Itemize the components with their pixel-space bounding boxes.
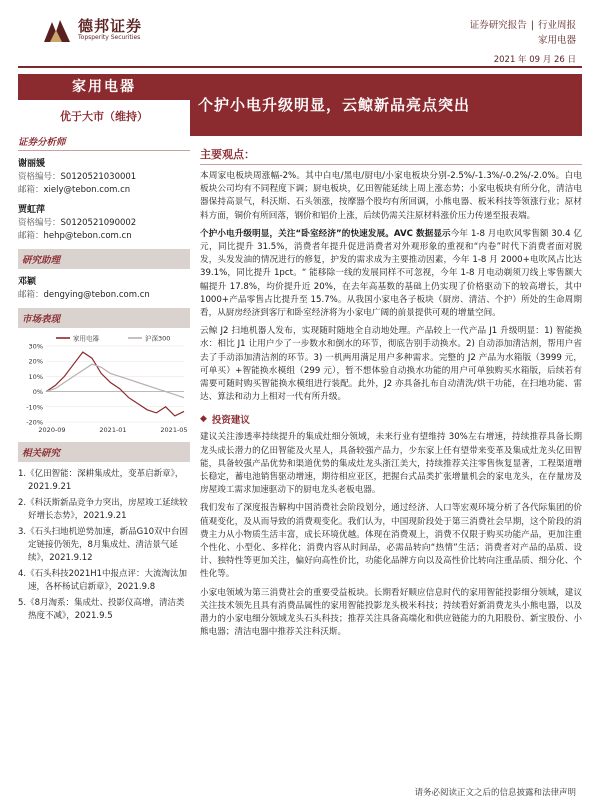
assistant-title: 研究助理 (18, 249, 190, 269)
report-title: 个护小电升级明显，云鲸新品亮点突出 (190, 74, 582, 136)
paragraph-invest-2: 我们发布了深度报告解构中国消费社会阶段划分，通过经济、人口等宏观环境分析了各代际集团的价值观变化，及从而导致的消费观变化。我们认为，中国现阶段处于第三消费社会早期，这个阶段的消费主力从小物质生活丰富，成长环境优越。体现在消费观上，消费不仅限于购买功能产品，更加注重个性化、小型化、多样化；消费内容从时间品，必需品转向“热情”生活；消费者对产品的品质、设计、独特性等更加关注，偏好向高性价比，功能化品牌方向以及高性价比转向注重品质、细分化、个性化等。 (200, 503, 582, 580)
analyst-name: 贾虹萍 (18, 205, 46, 215)
y-tick-label: -10% (26, 403, 43, 412)
invest-title: ◆ 投资建议 (200, 414, 250, 427)
paragraph-personal-care: 个护小电升级明显，关注“卧室经济”的快速发展。AVC 数据显示今年 1-8 月电吹风零售额 30.4 亿元，同比提升 31.5%，消费者年提升促进消费者对外观形象的重视和“内卷”时代下消费者面对脱发，头发发油的情况进行的修复，护发的需求成为主要推动因素，今年 1-8 月 2000+电吹风占比达 39.1%，同比提升 1pct。“ 能移除一线的发展同样不可忽视，今年 1-8 月电动剃须刀线上零售额大幅提升 17.8%，均价提升近 20%，在去年高基数的基础上仍实现了价格驱动下的较高增长，其中 1000+产品零售占比提升至 15.7%。从我国小家电各子板块（厨房、清洁、个护）所处的生命周期看，从厨房经济到客厅和卧室经济将为小家电广阔的前景提供可观的增量空间。 (200, 228, 582, 319)
disclaimer: 请务必阅读正文之后的信息披露和法律声明 (414, 788, 576, 798)
market-title: 市场表现 (18, 308, 190, 328)
paragraph-invest-1: 建议关注渗透率持续提升的集成灶细分领域，未来行业有望维持 30%左右增速，持续推荐具备长期龙头成长潜力的亿田智能及火星人，具备较强产品力，少东家上任有望带来变革及集成灶龙头亿田智能，具备较强产品优势和渠道优势的集成灶龙头浙江美大，持续推荐关注零售恢复显著，工程渠道增长稳定，蓄电池销售驱动增速，期待相应亚区，把握台式品类扩张增量机会的家电龙头，在存量房及房屋竣工需求加速驱动下的厨电龙头老板电器。 (200, 432, 582, 496)
analyst-card: 谢丽媛 资格编号：S0120521030001 邮箱：xiely@tebon.com.cn (18, 157, 190, 197)
analyst-email[interactable]: xiely@tebon.com.cn (43, 185, 131, 195)
sidebar (18, 74, 190, 626)
report-sub: 行业周报 (537, 20, 576, 31)
y-tick-label: -20% (26, 418, 43, 427)
header-divider (18, 66, 582, 68)
market-chart-svg (18, 332, 190, 436)
y-tick-label: 0% (32, 388, 43, 397)
analyst-cert: S0120521090002 (60, 218, 137, 228)
assistant-email[interactable]: dengying@tebon.com.cn (43, 290, 150, 300)
rating: 优于大市（维持） (60, 110, 148, 123)
analysts-title: 证券分析师 (18, 134, 190, 151)
y-tick-label: 20% (28, 357, 43, 366)
x-tick-label: 2020-09 (38, 426, 66, 434)
brand-logo (42, 16, 142, 44)
related-report-item[interactable]: 3.《石头扫地机逆势加速，新品G10双中台固定链接仍领先，8月集成灶、清洁景气延续》，2021.9.12 (18, 527, 189, 563)
assistant-card: 邓颖 邮箱：dengying@tebon.com.cn (18, 275, 190, 302)
diamond-bullet-icon: ◆ (200, 414, 207, 425)
paragraph-invest-3: 小家电领域为第三消费社会的重要受益板块。长期看好顺应信息时代的家用智能投影细分领域，建议关注技术领先且具有消费品属性的家用智能投影龙头极米科技；持续看好新消费龙头小熊电器，以及潜力的小家电细分领域龙头石头科技；推荐关注具备高端化和供应链能力的九阳股份、新宝股份、小熊电器；清洁电器中推荐关注科沃斯。 (200, 587, 582, 638)
legend-label: 家用电器 (73, 334, 99, 343)
paragraph-market: 本周家电板块周涨幅-2%。其中白电/黑电/厨电/小家电板块分别-2.5%/-1.3%/-0.2%/-2.0%。白电板块公司均有不同程度下调；厨电板块，亿田智能延续上周上涨态势；小家电板块有所分化，清洁电器保持高景气，科沃斯、石头领涨，按摩器个股均有所回调，小熊电器、板米科技等领涨行业；原材料方面，铜价有所回落，钢价和铝价上涨，后续仍需关注原材料涨价压力传递至报表端。 (200, 171, 582, 221)
logo-text-en: Topsperity Securities (78, 34, 141, 41)
market-chart (18, 332, 190, 436)
analyst-cert: S0120521030001 (60, 172, 137, 182)
x-tick-label: 2021-01 (99, 426, 127, 434)
industry-label: 家用电器 (18, 74, 190, 100)
related-report-item[interactable]: 2.《科沃斯新品竞争力突出，房屋竣工延续较好增长态势》，2021.9.21 (18, 498, 188, 521)
viewpoint-title: 主要观点： (200, 146, 582, 165)
assistant-name: 邓颖 (18, 277, 37, 287)
reports-title: 相关研究 (18, 442, 190, 462)
report-type: 证券研究报告 (469, 20, 527, 31)
y-tick-label: 10% (28, 372, 43, 381)
related-report-item[interactable]: 5.《8月淘系：集成灶、投影仪高增，清洁类热度不减》，2021.9.5 (18, 598, 185, 621)
legend-label: 沪深300 (145, 334, 171, 343)
related-reports (18, 468, 190, 623)
logo-mark-icon (42, 16, 72, 44)
report-date: 2021 年 09 月 26 日 (493, 55, 576, 65)
report-meta: 证券研究报告 | 行业周报 家用电器 (469, 20, 576, 46)
analyst-email[interactable]: hehp@tebon.com.cn (43, 231, 132, 241)
analyst-name: 谢丽媛 (18, 159, 46, 169)
logo-text: 德邦证券 (78, 17, 143, 35)
series-line-2 (46, 364, 184, 398)
series-line-1 (46, 352, 184, 416)
main-content (200, 74, 582, 640)
paragraph-yunjing: 云鲸 J2 扫地机器人发布，实现随时随地全自动地处理。产品较上一代产品 J1 升级明显：1) 智能换水：相比 J1 让用户少了一步数水和倒水的环节，彻底告别手动换水。2) 自动添加清洁剂，帮用户省去了手动添加清洁剂的环节。3) 一机两用满足用户多种需求。完整的 J2 产品为水箱版（3999 元，可单买）+智能换水模组（299 元），暂不想体验自动换水功能的用户可单独购买水箱版，后续若有需要可随时购买智能换水模组进行装配。此外，J2 亦具备扎布自动清洗/烘干功能，在扫地功能、雷达、算法和动力上相对一代有所升级。 (200, 326, 582, 403)
analyst-card: 贾虹萍 资格编号：S0120521090002 邮箱：hehp@tebon.com.cn (18, 203, 190, 243)
related-report-item[interactable]: 1.《亿田智能：深耕集成灶，变革启新章》，2021.9.21 (18, 469, 184, 492)
report-sector: 家用电器 (537, 35, 576, 46)
y-tick-label: 30% (28, 342, 43, 351)
x-tick-label: 2021-05 (160, 426, 188, 434)
related-report-item[interactable]: 4.《石头科技2021H1中报点评：大流淘汰加速，各杯杨试启新章》，2021.9.8 (18, 569, 188, 592)
